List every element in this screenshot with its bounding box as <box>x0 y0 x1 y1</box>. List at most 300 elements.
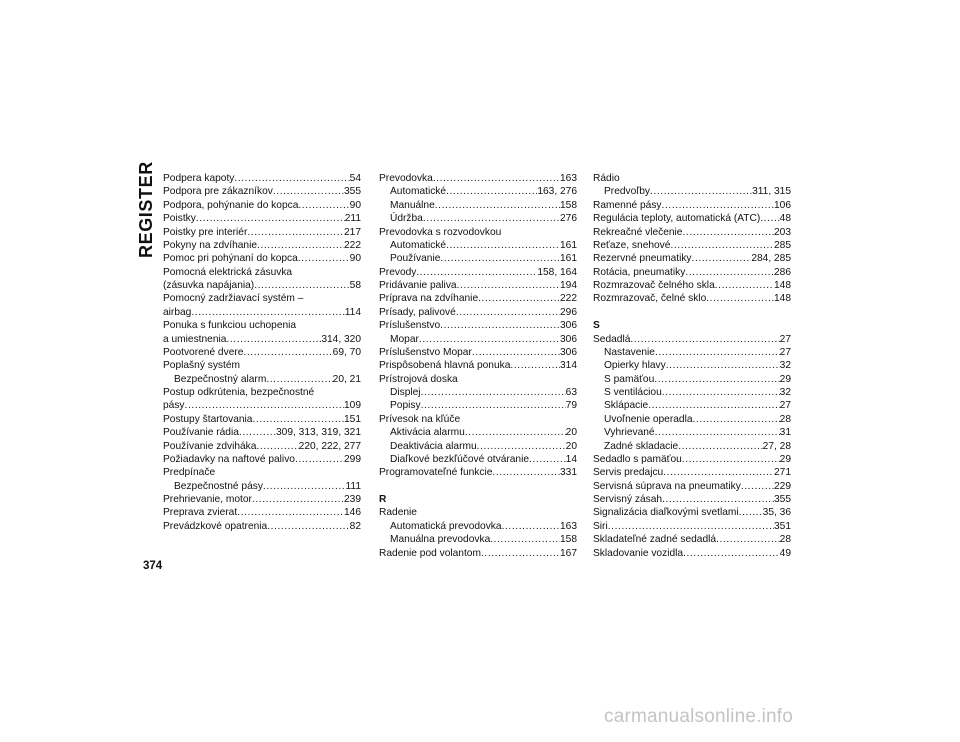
page-reference: 314 <box>560 360 577 372</box>
index-entry <box>593 520 791 533</box>
page-reference: 167 <box>560 547 577 559</box>
dot-leader <box>692 252 752 265</box>
dot-leader <box>196 212 345 225</box>
index-term: Príslušenstvo Mopar <box>379 346 472 358</box>
index-subentry <box>593 440 791 453</box>
index-term: a umiestnenia <box>163 333 227 345</box>
index-term: Programovateľné funkcie <box>379 467 493 479</box>
index-entry <box>593 493 791 506</box>
index-term: Sedadlo s pamäťou <box>593 453 682 465</box>
index-subentry <box>379 533 577 546</box>
index-term: airbag <box>163 306 192 318</box>
index-subentry <box>379 386 577 399</box>
dot-leader <box>666 359 780 372</box>
index-entry <box>163 453 361 466</box>
page-reference: 111 <box>345 480 361 492</box>
page-reference: 285 <box>774 239 791 251</box>
page-reference: 148 <box>774 280 791 291</box>
dot-leader <box>662 386 780 399</box>
page-reference: 20 <box>565 427 577 439</box>
dot-leader <box>435 199 560 212</box>
index-term: Servisná súprava na pneumatiky <box>593 480 741 492</box>
page-reference: 28 <box>779 413 791 425</box>
page-reference: 20 <box>565 440 577 452</box>
page-reference: 161 <box>560 253 577 265</box>
dot-leader <box>608 520 774 533</box>
index-term: Nastavenie <box>604 346 655 358</box>
index-term: Podpora, pohýnanie do kopca <box>163 199 299 211</box>
index-entry <box>593 292 791 305</box>
dot-leader <box>682 226 774 239</box>
dot-leader <box>678 440 762 453</box>
index-term: (zásuvka napájania) <box>163 280 255 291</box>
index-heading: Pomocná elektrická zásuvka <box>163 266 293 278</box>
index-entry <box>593 266 791 279</box>
page-reference: 355 <box>774 494 791 505</box>
page-reference: 35, 36 <box>762 507 791 519</box>
page-reference: 306 <box>560 320 577 332</box>
page-reference: 79 <box>565 400 577 412</box>
dot-leader <box>685 266 774 279</box>
index-entry <box>379 279 577 292</box>
index-heading: Prívesok na kľúče <box>379 413 461 425</box>
index-term: Vyhrievané <box>604 427 655 439</box>
index-subentry <box>379 199 577 212</box>
page-reference: 27 <box>779 333 791 345</box>
dot-leader <box>446 239 560 252</box>
dot-leader <box>715 279 774 292</box>
index-term: Pridávanie paliva <box>379 280 457 291</box>
index-term: S ventiláciou <box>604 387 662 398</box>
page-reference: 27 <box>779 346 791 358</box>
index-subentry <box>163 480 361 493</box>
dot-leader <box>655 346 780 359</box>
page-reference: 311, 315 <box>752 186 791 198</box>
index-term: Displej <box>390 387 421 398</box>
index-subentry <box>593 359 791 372</box>
index-heading: Ponuka s funkciou uchopenia <box>163 320 297 332</box>
index-entry <box>593 239 791 252</box>
index-entry <box>593 279 791 292</box>
section-title-vertical: REGISTER <box>136 161 156 258</box>
page-reference: 32 <box>779 387 791 398</box>
page-reference: 32 <box>779 360 791 372</box>
page-reference: 90 <box>349 253 361 265</box>
dot-leader <box>529 453 566 466</box>
dot-leader <box>502 520 560 533</box>
dot-leader <box>263 480 346 493</box>
dot-leader <box>465 426 566 439</box>
dot-leader <box>247 226 344 239</box>
index-term: Bezpečnostné pásy <box>174 480 263 492</box>
dot-leader <box>185 399 344 412</box>
index-term: Siri <box>593 520 608 532</box>
dot-leader <box>234 172 349 185</box>
index-entry <box>593 199 791 212</box>
index-term: Sklápacie <box>604 400 649 412</box>
page-reference: 284, 285 <box>751 253 791 265</box>
page-number: 374 <box>143 560 163 572</box>
index-term: Radenie pod volantom <box>379 547 481 559</box>
index-term: Používanie <box>390 253 441 265</box>
dot-leader <box>446 185 537 198</box>
dot-leader <box>252 413 344 426</box>
page-reference: 211 <box>344 213 361 225</box>
dot-leader <box>256 440 298 453</box>
index-subentry <box>379 185 577 198</box>
page-reference: 306 <box>560 346 577 358</box>
index-entry <box>379 319 577 332</box>
dot-leader <box>655 426 780 439</box>
dot-leader <box>741 480 774 493</box>
page-reference: 158 <box>560 534 577 546</box>
page-reference: 286 <box>774 266 791 278</box>
index-term: Preprava zvierat <box>163 507 238 519</box>
dot-leader <box>273 185 344 198</box>
index-entry <box>163 426 361 439</box>
index-term: Rozmrazovač, čelné sklo <box>593 293 707 305</box>
page-reference: 222 <box>344 239 361 251</box>
page-reference: 14 <box>565 453 577 465</box>
index-term: Rozmrazovač čelného skla <box>593 280 715 291</box>
index-entry <box>593 212 791 225</box>
index-subentry <box>593 426 791 439</box>
page-reference: 106 <box>774 199 791 211</box>
index-entry <box>593 533 791 546</box>
dot-leader <box>266 373 332 386</box>
index-subentry <box>163 373 361 386</box>
dot-leader <box>298 199 349 212</box>
dot-leader <box>492 466 560 479</box>
index-term: Reťaze, snehové <box>593 239 671 251</box>
index-term: Predvoľby <box>604 186 651 198</box>
index-heading: Radenie <box>379 507 417 519</box>
index-subentry <box>379 239 577 252</box>
index-term: Rekreačné vlečenie <box>593 226 683 238</box>
index-term: Pomoc pri pohýnaní do kopca <box>163 253 298 265</box>
index-entry <box>163 493 361 506</box>
page-reference: 229 <box>774 480 791 492</box>
index-term: Príprava na zdvíhanie <box>379 293 479 305</box>
index-term: Prevodovka <box>379 173 433 184</box>
index-term: Servis predajcu <box>593 467 664 479</box>
index-entry <box>379 172 577 185</box>
index-heading: Prevodovka s rozvodovkou <box>379 226 502 238</box>
index-term: Poistky pre interiér <box>163 226 248 238</box>
page-reference: 29 <box>779 453 791 465</box>
page-reference: 49 <box>779 547 791 559</box>
page-reference: 148 <box>774 293 791 305</box>
index-term: Požiadavky na naftové palivo <box>163 453 295 465</box>
index-term: Príslušenstvo <box>379 320 441 332</box>
index-entry <box>379 346 577 359</box>
index-subentry <box>379 520 577 533</box>
dot-leader <box>191 306 344 319</box>
dot-leader <box>654 373 779 386</box>
index-entry <box>593 547 791 560</box>
index-term: Uvoľnenie operadla <box>604 413 693 425</box>
dot-leader <box>239 426 276 439</box>
index-subentry <box>379 212 577 225</box>
spacer <box>593 306 791 319</box>
index-subentry <box>379 440 577 453</box>
index-term: Prísady, palivové <box>379 306 456 318</box>
page-reference: 158 <box>560 199 577 211</box>
index-entry <box>163 252 361 265</box>
index-term: Sedadlá <box>593 333 631 345</box>
index-subentry <box>593 346 791 359</box>
index-entry <box>163 172 361 185</box>
dot-leader <box>739 506 763 519</box>
index-entry <box>379 359 577 372</box>
dot-leader <box>226 333 321 346</box>
index-entry <box>163 333 361 346</box>
index-term: Prehrievanie, motor <box>163 494 252 505</box>
page-reference: 163 <box>560 173 577 184</box>
index-subentry <box>593 386 791 399</box>
dot-leader <box>252 493 344 506</box>
index-term: Diaľkové bezkľúčové otváranie <box>390 453 530 465</box>
dot-leader <box>267 520 349 533</box>
index-term: Deaktivácia alarmu <box>390 440 477 452</box>
dot-leader <box>478 292 560 305</box>
page-reference: 203 <box>774 226 791 238</box>
dot-leader <box>683 547 780 560</box>
dot-leader <box>510 359 560 372</box>
index-term: Opierky hlavy <box>604 360 666 372</box>
dot-leader <box>421 386 566 399</box>
page-reference: 151 <box>344 413 361 425</box>
page-reference: 351 <box>774 520 791 532</box>
index-entry <box>593 252 791 265</box>
dot-leader <box>440 319 560 332</box>
index-heading: Prístrojová doska <box>379 373 458 385</box>
dot-leader <box>416 266 537 279</box>
index-column-1 <box>163 172 361 533</box>
index-entry <box>593 466 791 479</box>
index-heading: Pomocný zadržiavací systém – <box>163 293 304 305</box>
dot-leader <box>663 466 774 479</box>
index-term: Mopar <box>390 333 419 345</box>
index-subentry <box>593 185 791 198</box>
index-term: Ramenné pásy <box>593 199 662 211</box>
index-term: Popisy <box>390 400 421 412</box>
index-heading: Predpínače <box>163 467 216 479</box>
index-entry <box>163 440 361 453</box>
dot-leader <box>650 185 752 198</box>
index-term: Skladateľné zadné sedadlá <box>593 534 717 546</box>
index-term: Postupy štartovania <box>163 413 253 425</box>
index-entry <box>593 480 791 493</box>
index-term: pásy <box>163 400 185 412</box>
page-reference: 163 <box>560 520 577 532</box>
index-term: Automatické <box>390 186 447 198</box>
page-reference: 31 <box>779 427 791 439</box>
page-reference: 161 <box>560 239 577 251</box>
page-reference: 306 <box>560 333 577 345</box>
page-reference: 163, 276 <box>537 186 577 198</box>
dot-leader <box>760 212 779 225</box>
index-term: Automatická prevodovka <box>390 520 502 532</box>
dot-leader <box>477 440 566 453</box>
index-term: S pamäťou <box>604 373 655 385</box>
index-entry <box>593 453 791 466</box>
index-term: Pokyny na zdvíhanie <box>163 239 258 251</box>
index-heading: Rádio <box>593 173 620 184</box>
index-term: Podpora pre zákazníkov <box>163 186 273 198</box>
index-subentry <box>593 413 791 426</box>
index-entry <box>379 292 577 305</box>
page-reference: 27, 28 <box>762 440 791 452</box>
page-reference: 309, 313, 319, 321 <box>276 427 361 439</box>
index-entry <box>163 239 361 252</box>
page-reference: 109 <box>344 400 361 412</box>
page-reference: 58 <box>349 280 361 291</box>
index-term: Manuálna prevodovka <box>390 534 491 546</box>
index-entry <box>163 346 361 359</box>
page-reference: 29 <box>779 373 791 385</box>
spacer <box>379 480 577 493</box>
index-heading: Poplašný systém <box>163 360 241 372</box>
index-term: Rezervné pneumatiky <box>593 253 692 265</box>
index-entry <box>379 547 577 560</box>
index-term: Servisný zásah <box>593 494 663 505</box>
index-term: Podpera kapoty <box>163 173 235 184</box>
index-subentry <box>379 426 577 439</box>
dot-leader <box>481 547 560 560</box>
index-entry <box>163 413 361 426</box>
index-term: Prevádzkové opatrenia <box>163 520 268 532</box>
index-term: Regulácia teploty, automatická (ATC) <box>593 213 761 225</box>
index-subentry <box>379 399 577 412</box>
page-reference: 114 <box>344 306 361 318</box>
page-reference: 299 <box>344 453 361 465</box>
index-entry <box>163 226 361 239</box>
page-reference: 146 <box>344 507 361 519</box>
page-reference: 90 <box>349 199 361 211</box>
index-letter: R <box>379 494 387 505</box>
index-term: Používanie rádia <box>163 427 239 439</box>
index-term: Prispôsobená hlavná ponuka <box>379 360 511 372</box>
index-term: Prevody <box>379 266 417 278</box>
page-reference: 194 <box>560 280 577 291</box>
page-reference: 28 <box>779 534 791 546</box>
index-term: Údržba <box>390 213 423 225</box>
index-term: Skladovanie vozidla <box>593 547 684 559</box>
dot-leader <box>421 399 566 412</box>
dot-leader <box>257 239 344 252</box>
page-reference: 158, 164 <box>537 266 577 278</box>
index-entry <box>163 185 361 198</box>
page-reference: 48 <box>779 213 791 225</box>
index-entry <box>593 333 791 346</box>
page-reference: 69, 70 <box>332 346 361 358</box>
index-subentry <box>379 252 577 265</box>
page-reference: 220, 222, 277 <box>298 440 361 452</box>
page-reference: 20, 21 <box>332 373 361 385</box>
page-reference: 331 <box>560 467 577 479</box>
dot-leader <box>457 279 560 292</box>
index-entry <box>163 506 361 519</box>
dot-leader <box>682 453 780 466</box>
dot-leader <box>254 279 349 292</box>
index-term: Bezpečnostný alarm <box>174 373 267 385</box>
index-term: Rotácia, pneumatiky <box>593 266 686 278</box>
index-heading: Postup odkrútenia, bezpečnostné <box>163 387 315 398</box>
dot-leader <box>648 399 779 412</box>
dot-leader <box>298 252 350 265</box>
index-term: Automatické <box>390 239 447 251</box>
dot-leader <box>706 292 774 305</box>
page-reference: 63 <box>565 387 577 398</box>
page-reference: 217 <box>344 226 361 238</box>
page-reference: 27 <box>779 400 791 412</box>
index-entry <box>163 212 361 225</box>
dot-leader <box>433 172 560 185</box>
dot-leader <box>670 239 774 252</box>
index-entry <box>379 306 577 319</box>
page-reference: 82 <box>349 520 361 532</box>
index-entry <box>379 466 577 479</box>
index-letter: S <box>593 320 600 332</box>
watermark: carmanualsonline.info <box>604 706 794 727</box>
index-column-3 <box>593 172 791 560</box>
index-term: Manuálne <box>390 199 435 211</box>
page-reference: 276 <box>560 213 577 225</box>
page-reference: 296 <box>560 306 577 318</box>
index-term: Signalizácia diaľkovými svetlami <box>593 507 739 519</box>
dot-leader <box>630 333 779 346</box>
index-entry <box>163 306 361 319</box>
dot-leader <box>423 212 560 225</box>
dot-leader <box>243 346 332 359</box>
page-reference: 222 <box>560 293 577 305</box>
index-term: Používanie zdviháka <box>163 440 257 452</box>
dot-leader <box>716 533 780 546</box>
index-entry <box>163 199 361 212</box>
index-term: Pootvorené dvere <box>163 346 244 358</box>
dot-leader <box>662 199 774 212</box>
dot-leader <box>295 453 344 466</box>
index-entry <box>593 506 791 519</box>
page-reference: 271 <box>774 467 791 479</box>
index-subentry <box>593 399 791 412</box>
dot-leader <box>237 506 344 519</box>
dot-leader <box>419 333 560 346</box>
dot-leader <box>440 252 560 265</box>
page-reference: 314, 320 <box>321 333 361 345</box>
page-reference: 54 <box>349 173 361 184</box>
index-entry <box>163 399 361 412</box>
index-term: Aktivácia alarmu <box>390 427 465 439</box>
index-column-2 <box>379 172 577 560</box>
dot-leader <box>693 413 780 426</box>
dot-leader <box>472 346 560 359</box>
page-reference: 239 <box>344 494 361 505</box>
index-entry <box>379 266 577 279</box>
index-term: Poistky <box>163 213 196 225</box>
index-entry <box>163 279 361 292</box>
dot-leader <box>662 493 774 506</box>
index-term: Zadné skladacie <box>604 440 679 452</box>
index-entry <box>163 520 361 533</box>
dot-leader <box>456 306 560 319</box>
page-reference: 355 <box>344 186 361 198</box>
index-subentry <box>379 333 577 346</box>
dot-leader <box>490 533 560 546</box>
index-subentry <box>593 373 791 386</box>
index-entry <box>593 226 791 239</box>
